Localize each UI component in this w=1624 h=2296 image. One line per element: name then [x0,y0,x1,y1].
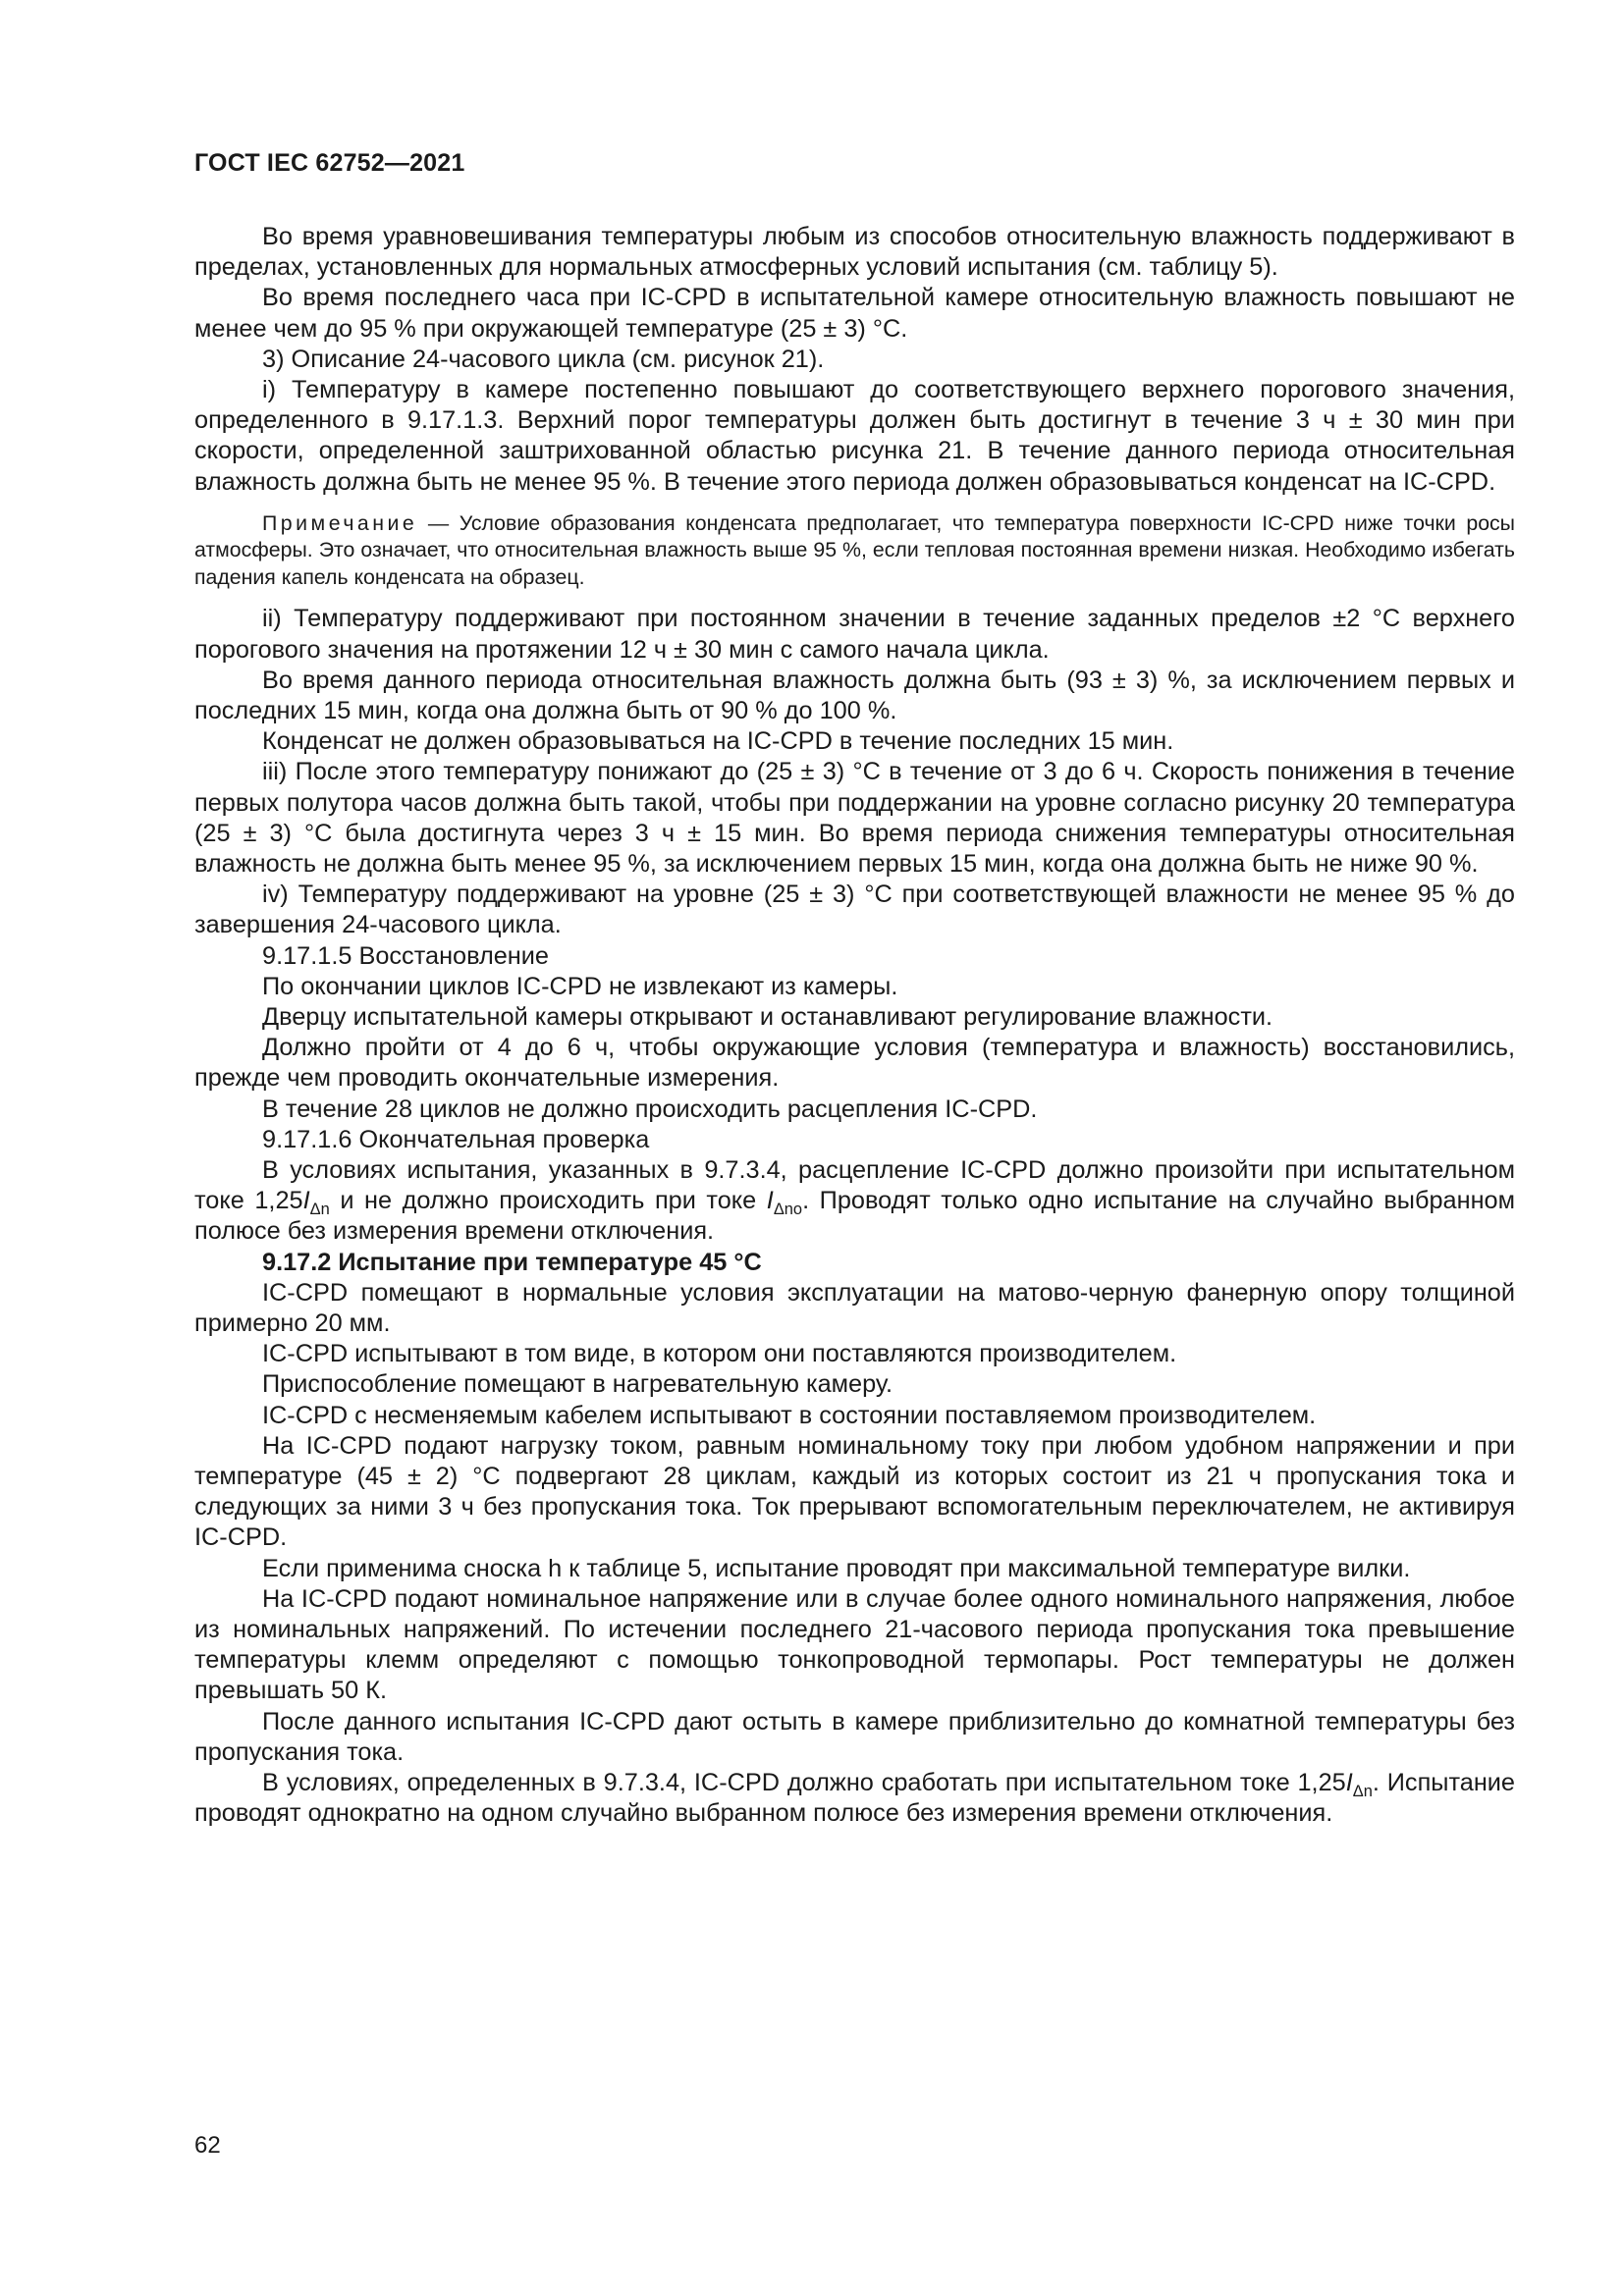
paragraph-segment: . Испытание проводят однократно на одном случайно выбранном полюсе без измерения времени отключения. [194,1769,1515,1828]
body-paragraph: После данного испытания IC-CPD дают остыть в камере приблизительно до комнатной температуры без пропускания тока. [194,1707,1515,1766]
symbol-text: I [302,1187,310,1215]
body-paragraph: ii) Температуру поддерживают при постоянном значении в течение заданных пределов ±2 °С верхнего порогового значения на протяжении 12 ч ± 30 мин с самого начала цикла. [194,605,1515,664]
section-heading: 9.17.2 Испытание при температуре 45 °С [262,1248,762,1276]
paragraph-segment: и не должно происходить при токе [329,1187,767,1215]
body-paragraph: На IC-CPD подают номинальное напряжение или в случае более одного номинального напряжения, любое из номинальных напряжений. По истечении последнего 21-часового периода пропускания тока превышение температуры клемм определяют с помощью тонкопроводной термопары. Рост температуры не должен превышать 50 К. [194,1584,1515,1705]
body-paragraph: 9.17.1.6 Окончательная проверка [262,1125,650,1153]
paragraph-segment: . Проводят только одно испытание на случайно выбранном полюсе без измерения времени отключения. [194,1187,1515,1246]
page-number: 62 [194,2132,221,2159]
body-paragraph: Дверцу испытательной камеры открывают и останавливают регулирование влажности. [262,1002,1273,1031]
body-paragraph: IC-CPD помещают в нормальные условия эксплуатации на матово-черную фанерную опору толщиной примерно 20 мм. [194,1278,1515,1337]
body-paragraph: На IC-CPD подают нагрузку током, равным номинальному току при любом удобном напряжении и при температуре (45 ± 2) °С подвергают 28 циклам, каждый из которых состоит из 21 ч пропускания тока и следующих за ними 3 ч без пропускания тока. Ток прерывают вспомогательным переключателем, не активируя IC-CPD. [194,1431,1515,1552]
subscript-text: Δno [773,1200,803,1218]
body-paragraph: i) Температуру в камере постепенно повышают до соответствующего верхнего порогового значения, определенного в 9.17.1.3. Верхний порог температуры должен быть достигнут в течение 3 ч ± 30 мин при скорости, определенной заштрихованной областью рисунка 21. В течение данного периода относительная влажность должна быть не менее 95 %. В течение этого периода должен образовываться конденсат на IC-CPD. [194,376,1515,496]
body-paragraph: По окончании циклов IC-CPD не извлекают из камеры. [262,972,898,1000]
note-text: — Условие образования конденсата предполагает, что температура поверхности IC-CPD ниже точки росы атмосферы. Это означает, что относительная влажность выше 95 %, если тепловая постоянная времени низкая. Необходимо избегать падения капель конденсата на образец. [194,510,1515,589]
body-paragraph: Во время уравновешивания температуры любым из способов относительную влажность поддерживают в пределах, установленных для нормальных атмосферных условий испытания (см. таблицу 5). [194,223,1515,282]
body-paragraph: iv) Температуру поддерживают на уровне (25 ± 3) °С при соответствующей влажности не менее 95 % до завершения 24-часового цикла. [194,881,1515,939]
note-paragraph [194,510,1515,592]
document-body [194,222,1515,1829]
body-paragraph: IC-CPD испытывают в том виде, в котором они поставляются производителем. [262,1340,1177,1368]
subscript-text: Δn [1352,1782,1373,1800]
paragraph-segment: В условиях испытания, указанных в 9.7.3.4, расцепление IC-CPD должно произойти при испытательном токе 1,25 [194,1155,1515,1215]
body-paragraph: Приспособление помещают в нагревательную камеру. [262,1370,893,1399]
body-paragraph: Во время данного периода относительная влажность должна быть (93 ± 3) %, за исключением первых и последних 15 мин, когда она должна быть от 90 % до 100 %. [194,666,1515,724]
body-paragraph: iii) После этого температуру понижают до (25 ± 3) °С в течение от 3 до 6 ч. Скорость понижения в течение первых полутора часов должна быть такой, чтобы при поддержании на уровне согласно рисунку 20 температура (25 ± 3) °С была достигнута через 3 ч ± 15 мин. Во время периода снижения температуры относительная влажность не должна быть менее 95 %, за исключением первых 15 мин, когда она должна быть не ниже 90 %. [194,758,1515,878]
body-paragraph: IC-CPD с несменяемым кабелем испытывают в состоянии поставляемом производителем. [262,1401,1317,1429]
symbol-text: I [766,1187,774,1215]
body-paragraph: 3) Описание 24-часового цикла (см. рисунок 21). [262,345,825,373]
document-header: ГОСТ IEC 62752—2021 [194,149,465,177]
body-paragraph: Конденсат не должен образовываться на IC-CPD в течение последних 15 мин. [262,727,1174,756]
symbol-text: I [1345,1769,1353,1797]
body-paragraph: Во время последнего часа при IC-CPD в испытательной камере относительную влажность повышают не менее чем до 95 % при окружающей температуре (25 ± 3) °С. [194,284,1515,343]
body-paragraph [194,1768,1515,1829]
body-paragraph: Если применима сноска h к таблице 5, испытание проводят при максимальной температуре вилки. [262,1554,1411,1582]
body-paragraph: 9.17.1.5 Восстановление [262,941,549,970]
body-paragraph: Должно пройти от 4 до 6 ч, чтобы окружающие условия (температура и влажность) восстановились, прежде чем проводить окончательные измерения. [194,1034,1515,1093]
paragraph-segment: В условиях, определенных в 9.7.3.4, IC-CPD должно сработать при испытательном токе 1,25 [262,1769,1346,1797]
body-paragraph: В течение 28 циклов не должно происходить расцепления IC-CPD. [262,1095,1038,1123]
subscript-text: Δn [309,1200,330,1218]
note-label: Примечание [262,510,418,535]
body-paragraph [194,1155,1515,1248]
